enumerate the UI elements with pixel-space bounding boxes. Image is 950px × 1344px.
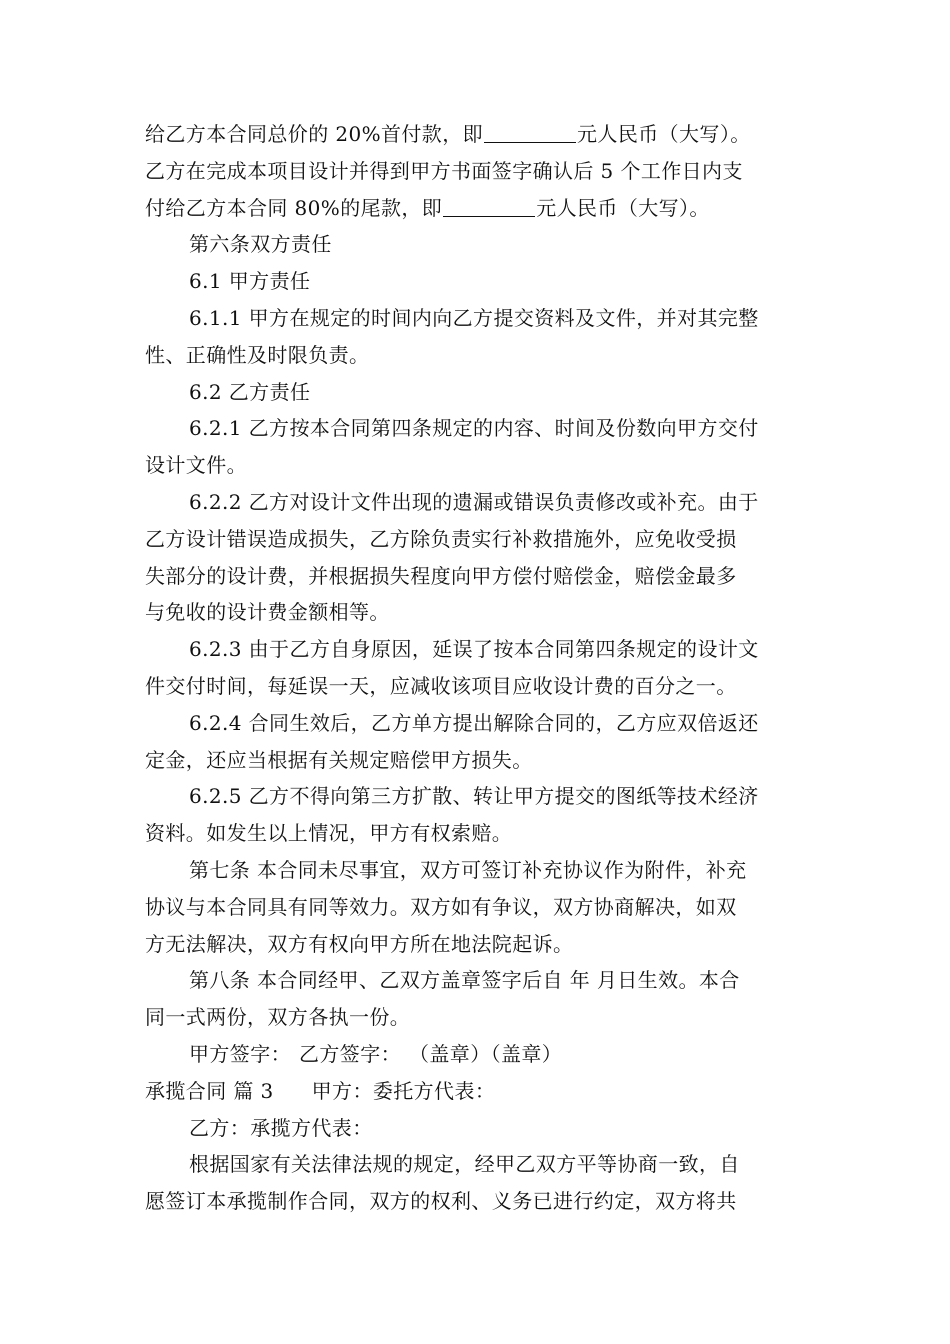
text-segment: 元人民币（大写）。 [536, 195, 710, 220]
paragraph-first-line: 6.1.1 甲方在规定的时间内向乙方提交资料及文件，并对其完整 [189, 305, 759, 330]
subsection-heading: 6.2 乙方责任 [189, 379, 311, 404]
paragraph-first-line: 第七条 本合同未尽事宜，双方可签订补充协议作为附件，补充 [189, 857, 747, 882]
document-body [145, 116, 810, 1220]
text-line: 与免收的设计费金额相等。 [145, 600, 390, 625]
blank-underline [484, 122, 576, 143]
paragraph-first-line: 第八条 本合同经甲、乙双方盖章签字后自 年 月日生效。本合 [189, 968, 740, 993]
text-line: 乙方设计错误造成损失，乙方除负责实行补救措施外，应免收受损 [145, 526, 737, 551]
party-b-signature-label: 乙方签字： [299, 1041, 401, 1066]
party-a-signature-label: 甲方签字： [189, 1041, 291, 1066]
text-line: 件交付时间，每延误一天，应减收该项目应收设计费的百分之一。 [145, 673, 737, 698]
text-line [145, 116, 810, 153]
text-line: 设计文件。 [145, 453, 247, 478]
subsection-heading: 6.1 甲方责任 [189, 269, 311, 294]
paragraph-first-line: 6.2.1 乙方按本合同第四条规定的内容、时间及份数向甲方交付 [189, 416, 759, 441]
text-segment: 给乙方本合同总价的 20%首付款，即 [145, 122, 484, 146]
text-line: 方无法解决，双方有权向甲方所在地法院起诉。 [145, 931, 574, 956]
text-line: 定金，还应当根据有关规定赔偿甲方损失。 [145, 747, 533, 772]
paragraph-first-line: 6.2.3 由于乙方自身原因，延误了按本合同第四条规定的设计文 [189, 637, 759, 662]
party-a-label: 甲方：委托方代表： [311, 1078, 496, 1103]
text-segment: 元人民币（大写）。 [577, 122, 751, 146]
text-line: 资料。如发生以上情况，甲方有权索赔。 [145, 821, 513, 846]
seal-label: （盖章）（盖章） [409, 1041, 563, 1066]
section-title-line [145, 1073, 810, 1110]
text-line: 同一式两份，双方各执一份。 [145, 1005, 411, 1030]
signature-line [145, 1036, 810, 1073]
blank-underline [443, 196, 535, 217]
text-line: 性、正确性及时限负责。 [145, 342, 370, 367]
paragraph-first-line: 根据国家有关法律法规的规定，经甲乙双方平等协商一致，自 [189, 1152, 740, 1177]
text-line: 失部分的设计费，并根据损失程度向甲方偿付赔偿金，赔偿金最多 [145, 563, 737, 588]
paragraph-first-line: 6.2.2 乙方对设计文件出现的遗漏或错误负责修改或补充。由于 [189, 489, 759, 514]
contract-title: 承揽合同 篇 3 [145, 1078, 274, 1103]
text-line: 愿签订本承揽制作合同，双方的权利、义务已进行约定，双方将共 [145, 1189, 737, 1214]
section-heading: 第六条双方责任 [189, 232, 332, 257]
paragraph-first-line: 6.2.5 乙方不得向第三方扩散、转让甲方提交的图纸等技术经济 [189, 784, 759, 809]
text-line [145, 190, 810, 227]
text-segment: 付给乙方本合同 80%的尾款，即 [145, 195, 443, 220]
text-line: 协议与本合同具有同等效力。双方如有争议，双方协商解决，如双 [145, 894, 737, 919]
party-b-label: 乙方：承揽方代表： [189, 1115, 373, 1140]
paragraph-first-line: 6.2.4 合同生效后，乙方单方提出解除合同的，乙方应双倍返还 [189, 710, 759, 735]
text-line: 乙方在完成本项目设计并得到甲方书面签字确认后 5 个工作日内支 [145, 158, 743, 183]
